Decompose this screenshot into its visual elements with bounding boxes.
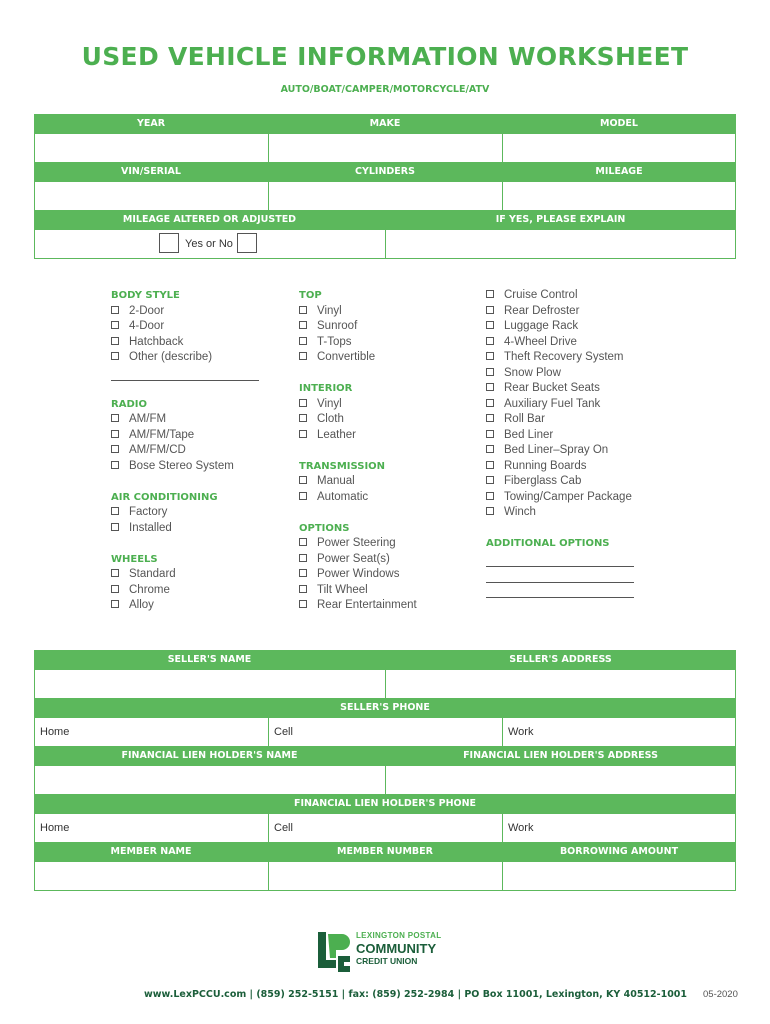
lien-address-field[interactable] — [386, 766, 735, 794]
checkbox-icon[interactable] — [486, 352, 494, 360]
lien-name-field[interactable] — [35, 766, 386, 794]
work-label: Work — [508, 822, 534, 834]
header-row-seller — [34, 650, 736, 670]
checkbox-icon[interactable] — [486, 383, 494, 391]
option-roll-bar[interactable]: Roll Bar — [486, 412, 634, 428]
cell-label: Cell — [274, 822, 293, 834]
option-factory[interactable]: Factory — [111, 505, 259, 521]
options-heading: OPTIONS — [299, 522, 350, 534]
option-2-door[interactable]: 2-Door — [111, 304, 259, 320]
column-2 — [299, 288, 417, 614]
row-year-make-model — [34, 134, 736, 163]
member-number-header: MEMBER NUMBER — [337, 846, 433, 857]
checkbox-icon[interactable] — [486, 290, 494, 298]
checkbox-icon[interactable] — [111, 445, 119, 453]
lien-cell-field[interactable] — [269, 814, 503, 842]
row-member — [34, 862, 736, 891]
other-describe-line[interactable] — [111, 366, 259, 382]
row-seller — [34, 670, 736, 699]
column-3 — [486, 288, 634, 598]
interior-heading: INTERIOR — [299, 383, 353, 394]
checkbox-icon[interactable] — [486, 430, 494, 438]
checkbox-icon[interactable] — [299, 430, 307, 438]
member-name-header: MEMBER NAME — [110, 846, 192, 857]
checkbox-icon[interactable] — [111, 352, 119, 360]
page-title: USED VEHICLE INFORMATION WORKSHEET — [81, 42, 689, 71]
checkbox-icon[interactable] — [486, 507, 494, 515]
checkbox-icon[interactable] — [486, 476, 494, 484]
checkbox-icon[interactable] — [111, 523, 119, 531]
checkbox-icon[interactable] — [486, 306, 494, 314]
work-label: Work — [508, 726, 534, 738]
checkbox-icon[interactable] — [299, 538, 307, 546]
cylinders-header: CYLINDERS — [355, 166, 415, 177]
body-style-heading: BODY STYLE — [111, 290, 180, 301]
checkbox-icon[interactable] — [111, 569, 119, 577]
option-t-tops[interactable]: T-Tops — [299, 335, 417, 351]
option-cloth[interactable]: Cloth — [299, 412, 417, 428]
vin-header: VIN/SERIAL — [121, 166, 181, 177]
lien-address-header: FINANCIAL LIEN HOLDER'S ADDRESS — [463, 750, 658, 761]
option-leather[interactable]: Leather — [299, 428, 417, 444]
header-row-mileage-altered — [34, 210, 736, 230]
option-rear-defroster[interactable]: Rear Defroster — [486, 304, 634, 320]
home-label: Home — [40, 726, 70, 738]
checkbox-icon[interactable] — [111, 600, 119, 608]
option-top-vinyl[interactable]: Vinyl — [299, 304, 417, 320]
seller-address-header: SELLER'S ADDRESS — [509, 654, 612, 665]
option-installed[interactable]: Installed — [111, 521, 259, 537]
seller-home-field[interactable] — [35, 718, 269, 746]
make-field[interactable] — [269, 134, 503, 162]
yes-no-label: Yes or No — [185, 238, 233, 250]
option-bose[interactable]: Bose Stereo System — [111, 459, 259, 475]
option-tilt-wheel[interactable]: Tilt Wheel — [299, 583, 417, 599]
header-row-year-make-model — [34, 114, 736, 134]
transmission-heading: TRANSMISSION — [299, 460, 386, 472]
option-running-boards[interactable]: Running Boards — [486, 459, 634, 475]
seller-work-field[interactable] — [503, 718, 735, 746]
option-4-door[interactable]: 4-Door — [111, 319, 259, 335]
option-rear-bucket-seats[interactable]: Rear Bucket Seats — [486, 381, 634, 397]
explain-field[interactable] — [386, 230, 735, 258]
top-heading: TOP — [299, 290, 322, 301]
logo-text — [356, 930, 466, 967]
checkbox-icon[interactable] — [111, 461, 119, 469]
option-am-fm-cd[interactable]: AM/FM/CD — [111, 443, 259, 459]
column-1 — [111, 288, 259, 614]
option-standard[interactable]: Standard — [111, 567, 259, 583]
wheels-heading: WHEELS — [111, 553, 158, 565]
checkbox-icon[interactable] — [111, 321, 119, 329]
header-row-lien — [34, 746, 736, 766]
option-theft-recovery[interactable]: Theft Recovery System — [486, 350, 634, 366]
lien-name-header: FINANCIAL LIEN HOLDER'S NAME — [121, 750, 298, 761]
additional-options-line-2[interactable] — [486, 567, 634, 583]
option-power-steering[interactable]: Power Steering — [299, 536, 417, 552]
lien-phone-header: FINANCIAL LIEN HOLDER'S PHONE — [293, 798, 477, 809]
revision-date: 05-2020 — [703, 989, 738, 1000]
yes-checkbox[interactable] — [159, 233, 179, 253]
option-chrome[interactable]: Chrome — [111, 583, 259, 599]
member-name-field[interactable] — [35, 862, 269, 890]
checkbox-icon[interactable] — [486, 414, 494, 422]
option-auxiliary-fuel-tank[interactable]: Auxiliary Fuel Tank — [486, 397, 634, 413]
option-bed-liner[interactable]: Bed Liner — [486, 428, 634, 444]
checkbox-icon[interactable] — [486, 399, 494, 407]
checkbox-icon[interactable] — [299, 414, 307, 422]
checkbox-icon[interactable] — [111, 585, 119, 593]
option-luggage-rack[interactable]: Luggage Rack — [486, 319, 634, 335]
checkbox-icon[interactable] — [486, 492, 494, 500]
checkbox-icon[interactable] — [486, 461, 494, 469]
option-power-windows[interactable]: Power Windows — [299, 567, 417, 583]
lien-home-field[interactable] — [35, 814, 269, 842]
checkbox-icon[interactable] — [299, 321, 307, 329]
checkbox-icon[interactable] — [486, 445, 494, 453]
air-conditioning-heading: AIR CONDITIONING — [111, 491, 218, 503]
logo-line-2: COMMUNITY — [356, 941, 437, 956]
checkbox-icon[interactable] — [111, 306, 119, 314]
member-number-field[interactable] — [269, 862, 503, 890]
home-label: Home — [40, 822, 70, 834]
explain-header: IF YES, PLEASE EXPLAIN — [495, 214, 626, 225]
header-row-member — [34, 842, 736, 862]
lpcu-logo — [316, 930, 446, 975]
borrowing-amount-field[interactable] — [503, 862, 735, 890]
cell-label: Cell — [274, 726, 293, 738]
vin-field[interactable] — [35, 182, 269, 210]
option-hatchback[interactable]: Hatchback — [111, 335, 259, 351]
checkbox-icon[interactable] — [299, 554, 307, 562]
cylinders-field[interactable] — [269, 182, 503, 210]
checkbox-icon[interactable] — [486, 337, 494, 345]
option-am-fm[interactable]: AM/FM — [111, 412, 259, 428]
option-manual[interactable]: Manual — [299, 474, 417, 490]
seller-name-header: SELLER'S NAME — [167, 654, 252, 665]
option-am-fm-tape[interactable]: AM/FM/Tape — [111, 428, 259, 444]
option-rear-entertainment[interactable]: Rear Entertainment — [299, 598, 417, 614]
option-towing-camper[interactable]: Towing/Camper Package — [486, 490, 634, 506]
lpcu-logo-icon — [316, 930, 352, 974]
option-fiberglass-cab[interactable]: Fiberglass Cab — [486, 474, 634, 490]
mileage-header: MILEAGE — [595, 166, 643, 177]
option-sunroof[interactable]: Sunroof — [299, 319, 417, 335]
row-seller-phone — [34, 718, 736, 747]
option-cruise-control[interactable]: Cruise Control — [486, 288, 634, 304]
header-row-lien-phone — [34, 794, 736, 814]
row-lien — [34, 766, 736, 795]
logo-line-1: LEXINGTON POSTAL — [356, 931, 442, 940]
mileage-field[interactable] — [503, 182, 735, 210]
model-header: MODEL — [600, 118, 638, 129]
year-header: YEAR — [136, 118, 166, 129]
mileage-altered-header: MILEAGE ALTERED OR ADJUSTED — [122, 214, 297, 225]
checkbox-icon[interactable] — [111, 507, 119, 515]
option-interior-vinyl[interactable]: Vinyl — [299, 397, 417, 413]
page-subtitle: AUTO/BOAT/CAMPER/MOTORCYCLE/ATV — [280, 84, 490, 95]
borrowing-amount-header: BORROWING AMOUNT — [559, 846, 679, 857]
additional-options-heading: ADDITIONAL OPTIONS — [486, 538, 610, 549]
year-field[interactable] — [35, 134, 269, 162]
logo-line-3: CREDIT UNION — [356, 956, 418, 966]
radio-heading: RADIO — [111, 398, 147, 410]
row-vin — [34, 182, 736, 211]
checkbox-icon[interactable] — [299, 492, 307, 500]
option-snow-plow[interactable]: Snow Plow — [486, 366, 634, 382]
checkbox-icon[interactable] — [299, 585, 307, 593]
option-power-seats[interactable]: Power Seat(s) — [299, 552, 417, 568]
seller-name-field[interactable] — [35, 670, 386, 698]
checkbox-icon[interactable] — [111, 414, 119, 422]
option-convertible[interactable]: Convertible — [299, 350, 417, 366]
checkbox-icon[interactable] — [299, 352, 307, 360]
header-row-seller-phone — [34, 698, 736, 718]
checkbox-icon[interactable] — [299, 306, 307, 314]
option-automatic[interactable]: Automatic — [299, 490, 417, 506]
checkbox-icon[interactable] — [486, 368, 494, 376]
footer-contact: www.LexPCCU.com | (859) 252-5151 | fax: (859) 252-2984 | PO Box 11001, Lexington, KY 40512-1001 — [144, 989, 688, 1000]
lien-work-field[interactable] — [503, 814, 735, 842]
seller-cell-field[interactable] — [269, 718, 503, 746]
seller-phone-header: SELLER'S PHONE — [340, 702, 430, 713]
no-checkbox[interactable] — [237, 233, 257, 253]
option-winch[interactable]: Winch — [486, 505, 634, 521]
model-field[interactable] — [503, 134, 735, 162]
row-mileage-altered — [34, 230, 736, 259]
checkbox-icon[interactable] — [299, 399, 307, 407]
option-bed-liner-spray[interactable]: Bed Liner–Spray On — [486, 443, 634, 459]
option-other[interactable]: Other (describe) — [111, 350, 259, 366]
option-alloy[interactable]: Alloy — [111, 598, 259, 614]
option-4-wheel-drive[interactable]: 4-Wheel Drive — [486, 335, 634, 351]
make-header: MAKE — [369, 118, 401, 129]
checkbox-icon[interactable] — [486, 321, 494, 329]
checkbox-icon[interactable] — [299, 337, 307, 345]
row-lien-phone — [34, 814, 736, 843]
checkbox-icon[interactable] — [299, 569, 307, 577]
checkbox-icon[interactable] — [299, 600, 307, 608]
header-row-vin — [34, 162, 736, 182]
checkbox-icon[interactable] — [299, 476, 307, 484]
additional-options-line-3[interactable] — [486, 583, 634, 599]
checkbox-icon[interactable] — [111, 430, 119, 438]
seller-address-field[interactable] — [386, 670, 735, 698]
additional-options-line-1[interactable] — [486, 552, 634, 568]
checkbox-icon[interactable] — [111, 337, 119, 345]
